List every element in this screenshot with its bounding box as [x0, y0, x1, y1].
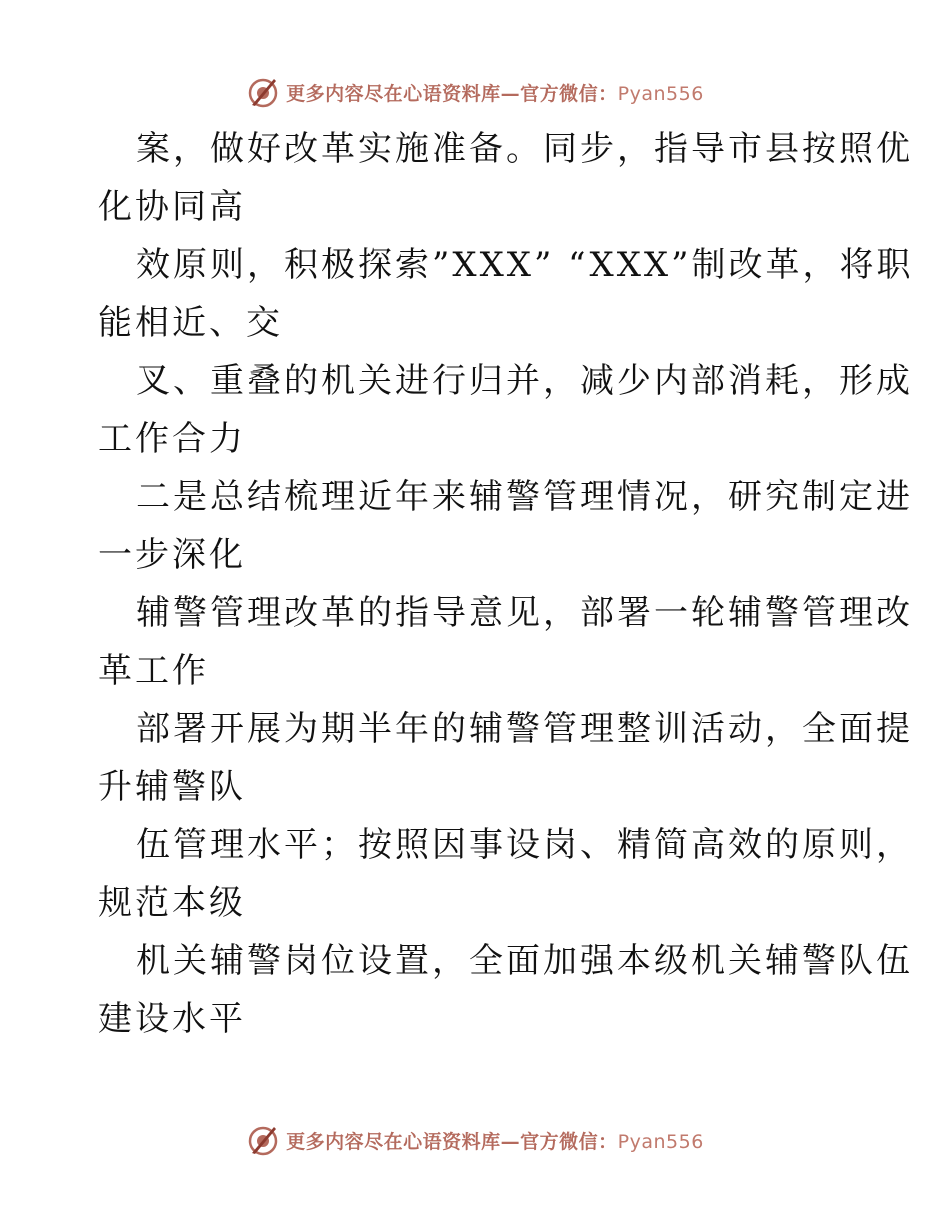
watermark-id: Pyan556 [617, 1130, 704, 1153]
text-line: 部署开展为期半年的辅警管理整训活动，全面提 [136, 709, 913, 749]
text-line: 工作合力 [98, 419, 246, 459]
watermark-id: Pyan556 [617, 82, 704, 105]
document-body [98, 120, 914, 1048]
watermark-text: 更多内容尽在心语资料库—官方微信： [286, 82, 618, 105]
text-line: 二是总结梳理近年来辅警管理情况，研究制定进 [136, 477, 913, 517]
text-line: 革工作 [98, 651, 209, 691]
header-watermark [0, 72, 950, 112]
text-line: 能相近、交 [98, 303, 283, 343]
text-line: 一步深化 [98, 535, 246, 575]
text-line: 规范本级 [98, 883, 246, 923]
text-line: 化协同高 [98, 187, 246, 227]
quill-logo-icon [246, 1123, 280, 1157]
footer-watermark [0, 1120, 950, 1160]
text-line: 叉、重叠的机关进行归并，减少内部消耗，形成 [136, 361, 913, 401]
text-line: 建设水平 [98, 999, 246, 1039]
text-line: 伍管理水平；按照因事设岗、精简高效的原则， [136, 825, 913, 865]
text-line: 效原则，积极探索”XXX” “XXX”制改革，将职 [136, 245, 914, 285]
text-line: 辅警管理改革的指导意见，部署一轮辅警管理改 [136, 593, 913, 633]
text-line: 机关辅警岗位设置，全面加强本级机关辅警队伍 [136, 941, 913, 981]
watermark-text: 更多内容尽在心语资料库—官方微信： [286, 1130, 618, 1153]
text-line: 案，做好改革实施准备。同步，指导市县按照优 [136, 129, 913, 169]
text-line: 升辅警队 [98, 767, 246, 807]
quill-logo-icon [246, 75, 280, 109]
